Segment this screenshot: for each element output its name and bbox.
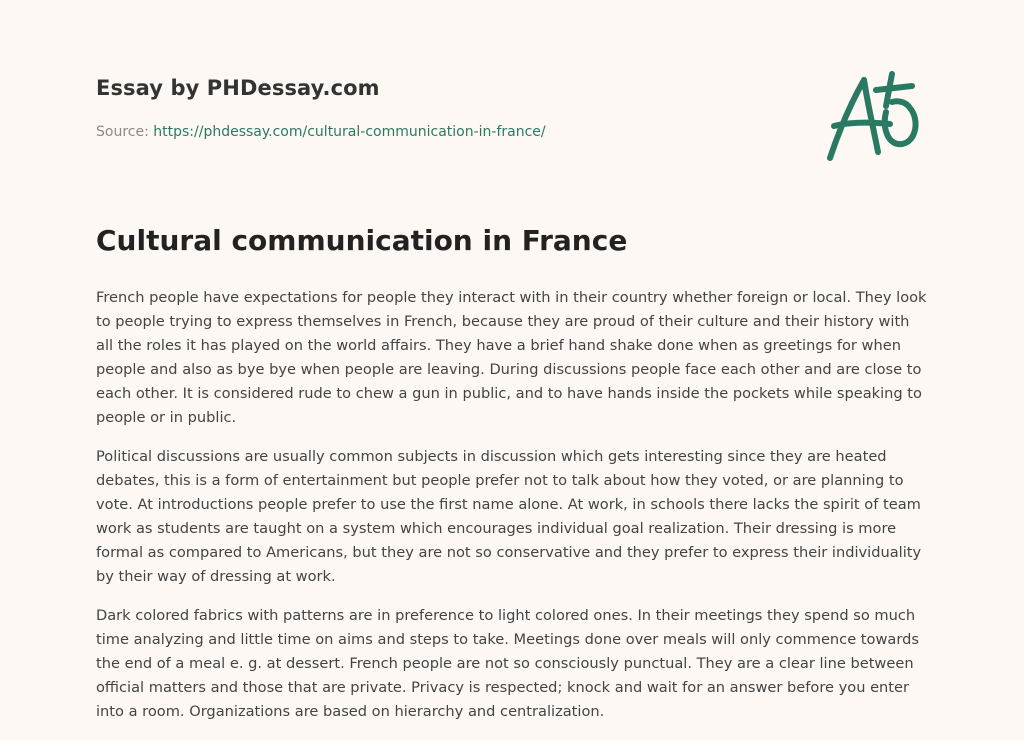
essay-paragraph: Political discussions are usually common subjects in discussion which gets interesting since they are heated debates, this is a form of entertainment but people prefer not to talk about how they voted, or are planning to vote. At introductions people prefer to use the first name alone. At work, in schools there lacks the spirit of team work as students are taught on a system which encourages individual goal realization. Their dressing is more formal as compared to Americans, but they are not so conservative and they prefer to express their individuality by their way of dressing at work. (96, 448, 922, 585)
site-title: Essay by PHDessay.com (96, 76, 380, 100)
source-line (96, 124, 546, 140)
a-plus-logo-icon (820, 66, 930, 166)
essay-body (96, 286, 930, 739)
source-label: Source: (96, 124, 154, 140)
essay-paragraph: French people have expectations for people they interact with in their country whether foreign or local. They look to people trying to express themselves in French, because they are proud of their culture and their history with all the roles it has played on the world affairs. They have a brief hand shake done when as greetings for when people and also as bye bye when people are leaving. During discussions people face each other and are close to each other. It is considered rude to chew a gun in public, and to have hands inside the pockets while speaking to people or in public. (96, 289, 927, 426)
essay-title: Cultural communication in France (96, 224, 628, 257)
source-link[interactable]: https://phdessay.com/cultural-communication-in-france/ (153, 124, 546, 140)
essay-paragraph: Dark colored fabrics with patterns are in preference to light colored ones. In their meetings they spend so much time analyzing and little time on aims and steps to take. Meetings done over meals will only commence towards the end of a meal e. g. at dessert. French people are not so consciously punctual. They are a clear line between official matters and those that are private. Privacy is respected; knock and wait for an answer before you enter into a room. Organizations are based on hierarchy and centralization. (96, 607, 919, 720)
a-plus-logo (820, 66, 930, 166)
